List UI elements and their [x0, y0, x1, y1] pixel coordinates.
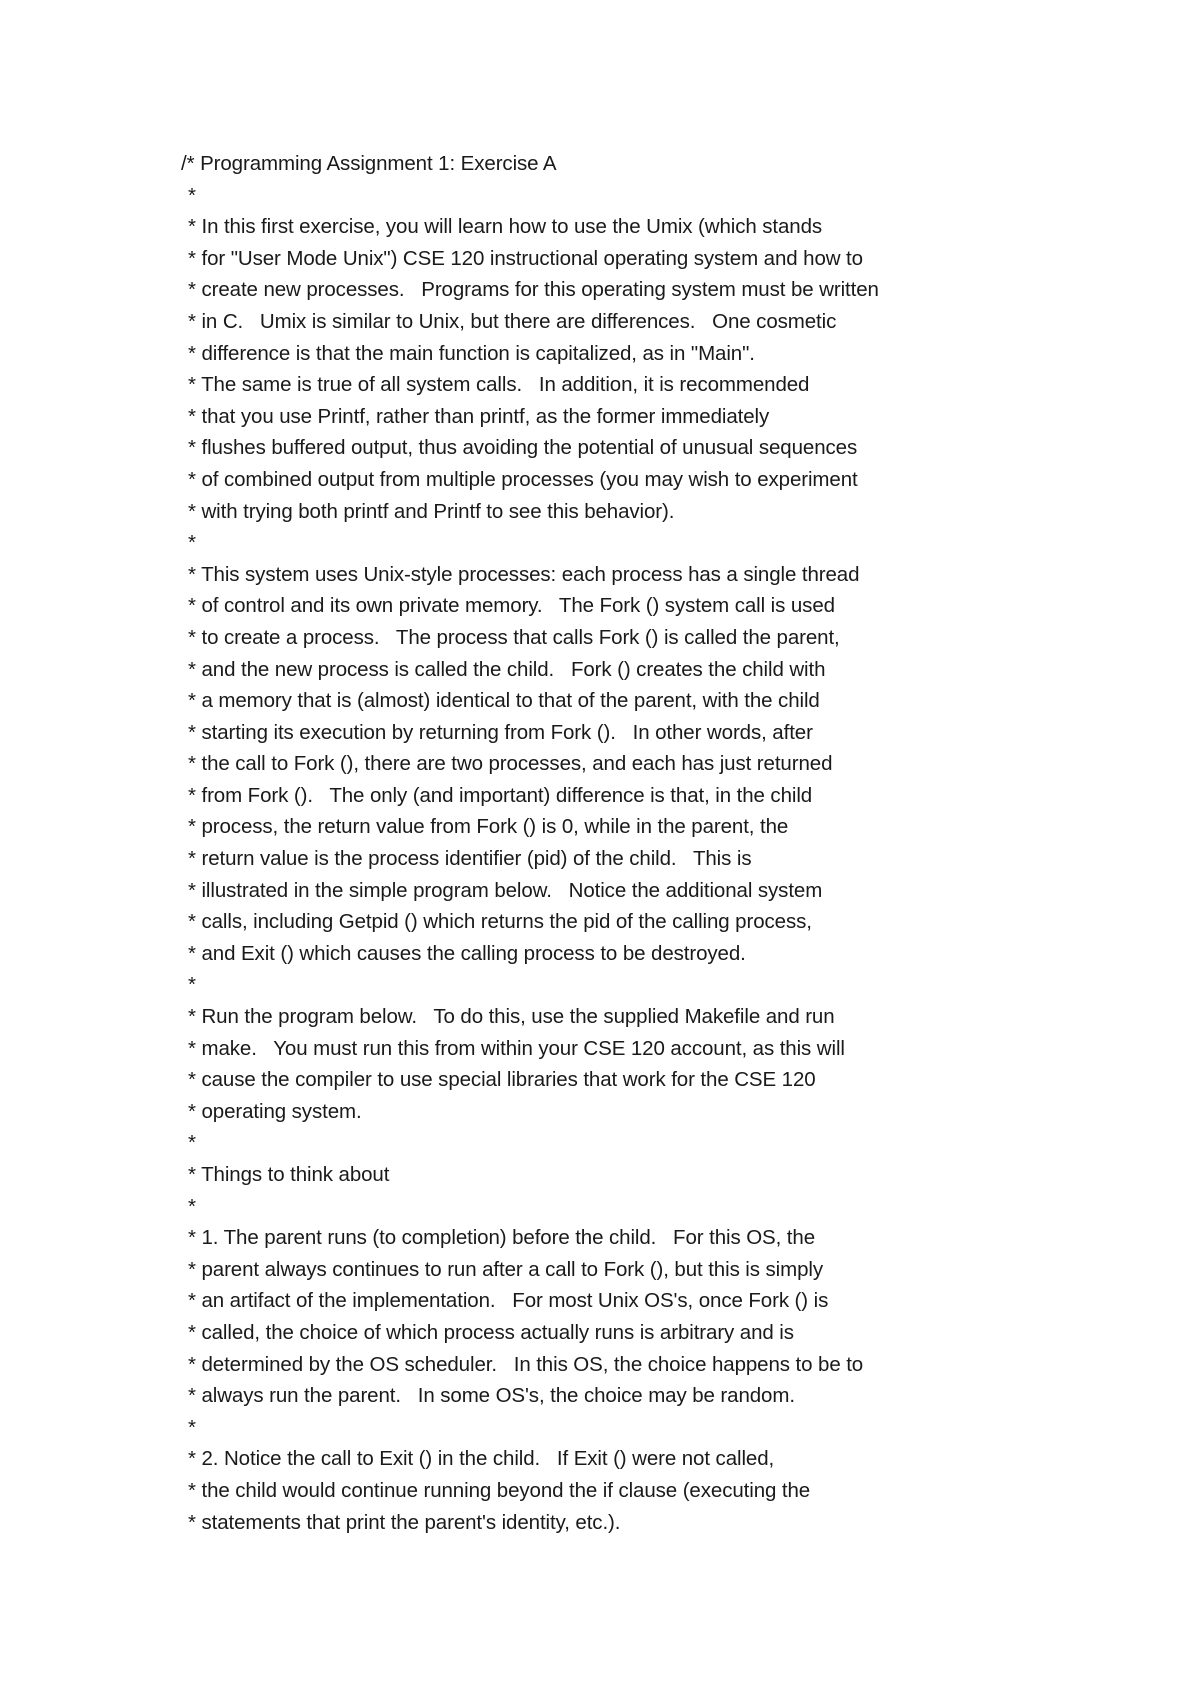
comment-line: * — [188, 183, 196, 207]
comment-line: * for "User Mode Unix") CSE 120 instructional operating system and how to — [188, 246, 863, 270]
comment-line: * cause the compiler to use special libraries that work for the CSE 120 — [188, 1068, 816, 1092]
comment-line: * with trying both printf and Printf to see this behavior). — [188, 499, 675, 523]
comment-line: * always run the parent. In some OS's, the choice may be random. — [188, 1384, 795, 1408]
comment-line: * the call to Fork (), there are two processes, and each has just returned — [188, 752, 833, 776]
comment-line: * calls, including Getpid () which returns the pid of the calling process, — [188, 910, 812, 934]
comment-line: * — [188, 1131, 196, 1155]
comment-line: * of control and its own private memory. The Fork () system call is used — [188, 594, 835, 618]
comment-line: * difference is that the main function is capitalized, as in "Main". — [188, 341, 755, 365]
comment-line: * called, the choice of which process actually runs is arbitrary and is — [188, 1320, 794, 1344]
comment-line: * — [188, 973, 196, 997]
comment-line: * to create a process. The process that calls Fork () is called the parent, — [188, 625, 840, 649]
comment-line: * Run the program below. To do this, use the supplied Makefile and run — [188, 1005, 835, 1029]
comment-line: * make. You must run this from within your CSE 120 account, as this will — [188, 1036, 845, 1060]
comment-line: * — [188, 531, 196, 555]
comment-line: * illustrated in the simple program below. Notice the additional system — [188, 878, 823, 902]
comment-line: * return value is the process identifier (pid) of the child. This is — [188, 847, 752, 871]
code-comment-block — [181, 148, 1161, 1538]
comment-line: * of combined output from multiple processes (you may wish to experiment — [188, 467, 858, 491]
comment-line: * process, the return value from Fork () is 0, while in the parent, the — [188, 815, 789, 839]
comment-line: * a memory that is (almost) identical to that of the parent, with the child — [188, 689, 820, 713]
comment-line: * starting its execution by returning from Fork (). In other words, after — [188, 720, 813, 744]
comment-line: * Things to think about — [188, 1163, 390, 1186]
comment-line: * and Exit () which causes the calling process to be destroyed. — [188, 941, 746, 965]
comment-line: * an artifact of the implementation. For most Unix OS's, once Fork () is — [188, 1289, 829, 1313]
comment-line: * determined by the OS scheduler. In this OS, the choice happens to be to — [188, 1352, 864, 1376]
comment-line: * In this first exercise, you will learn how to use the Umix (which stands — [188, 215, 823, 239]
comment-line: * that you use Printf, rather than printf, as the former immediately — [188, 404, 770, 428]
comment-line: * the child would continue running beyond the if clause (executing the — [188, 1478, 811, 1502]
comment-line: * parent always continues to run after a call to Fork (), but this is simply — [188, 1257, 823, 1281]
comment-line: * This system uses Unix-style processes: each process has a single thread — [188, 562, 860, 586]
comment-line: * 2. Notice the call to Exit () in the child. If Exit () were not called, — [188, 1447, 775, 1471]
comment-line: * The same is true of all system calls. In addition, it is recommended — [188, 373, 810, 397]
comment-line: * flushes buffered output, thus avoiding the potential of unusual sequences — [188, 436, 858, 460]
comment-line: * in C. Umix is similar to Unix, but there are differences. One cosmetic — [188, 309, 837, 333]
comment-line: * from Fork (). The only (and important) difference is that, in the child — [188, 783, 813, 807]
comment-line: * 1. The parent runs (to completion) before the child. For this OS, the — [188, 1226, 815, 1250]
comment-line: * — [188, 1415, 196, 1439]
comment-line: * operating system. — [188, 1099, 362, 1123]
comment-title-line: /* Programming Assignment 1: Exercise A — [181, 152, 557, 175]
comment-line: * statements that print the parent's identity, etc.). — [188, 1510, 621, 1534]
comment-line: * and the new process is called the child. Fork () creates the child with — [188, 657, 826, 681]
comment-line: * — [188, 1194, 196, 1218]
comment-line: * create new processes. Programs for this operating system must be written — [188, 278, 879, 302]
